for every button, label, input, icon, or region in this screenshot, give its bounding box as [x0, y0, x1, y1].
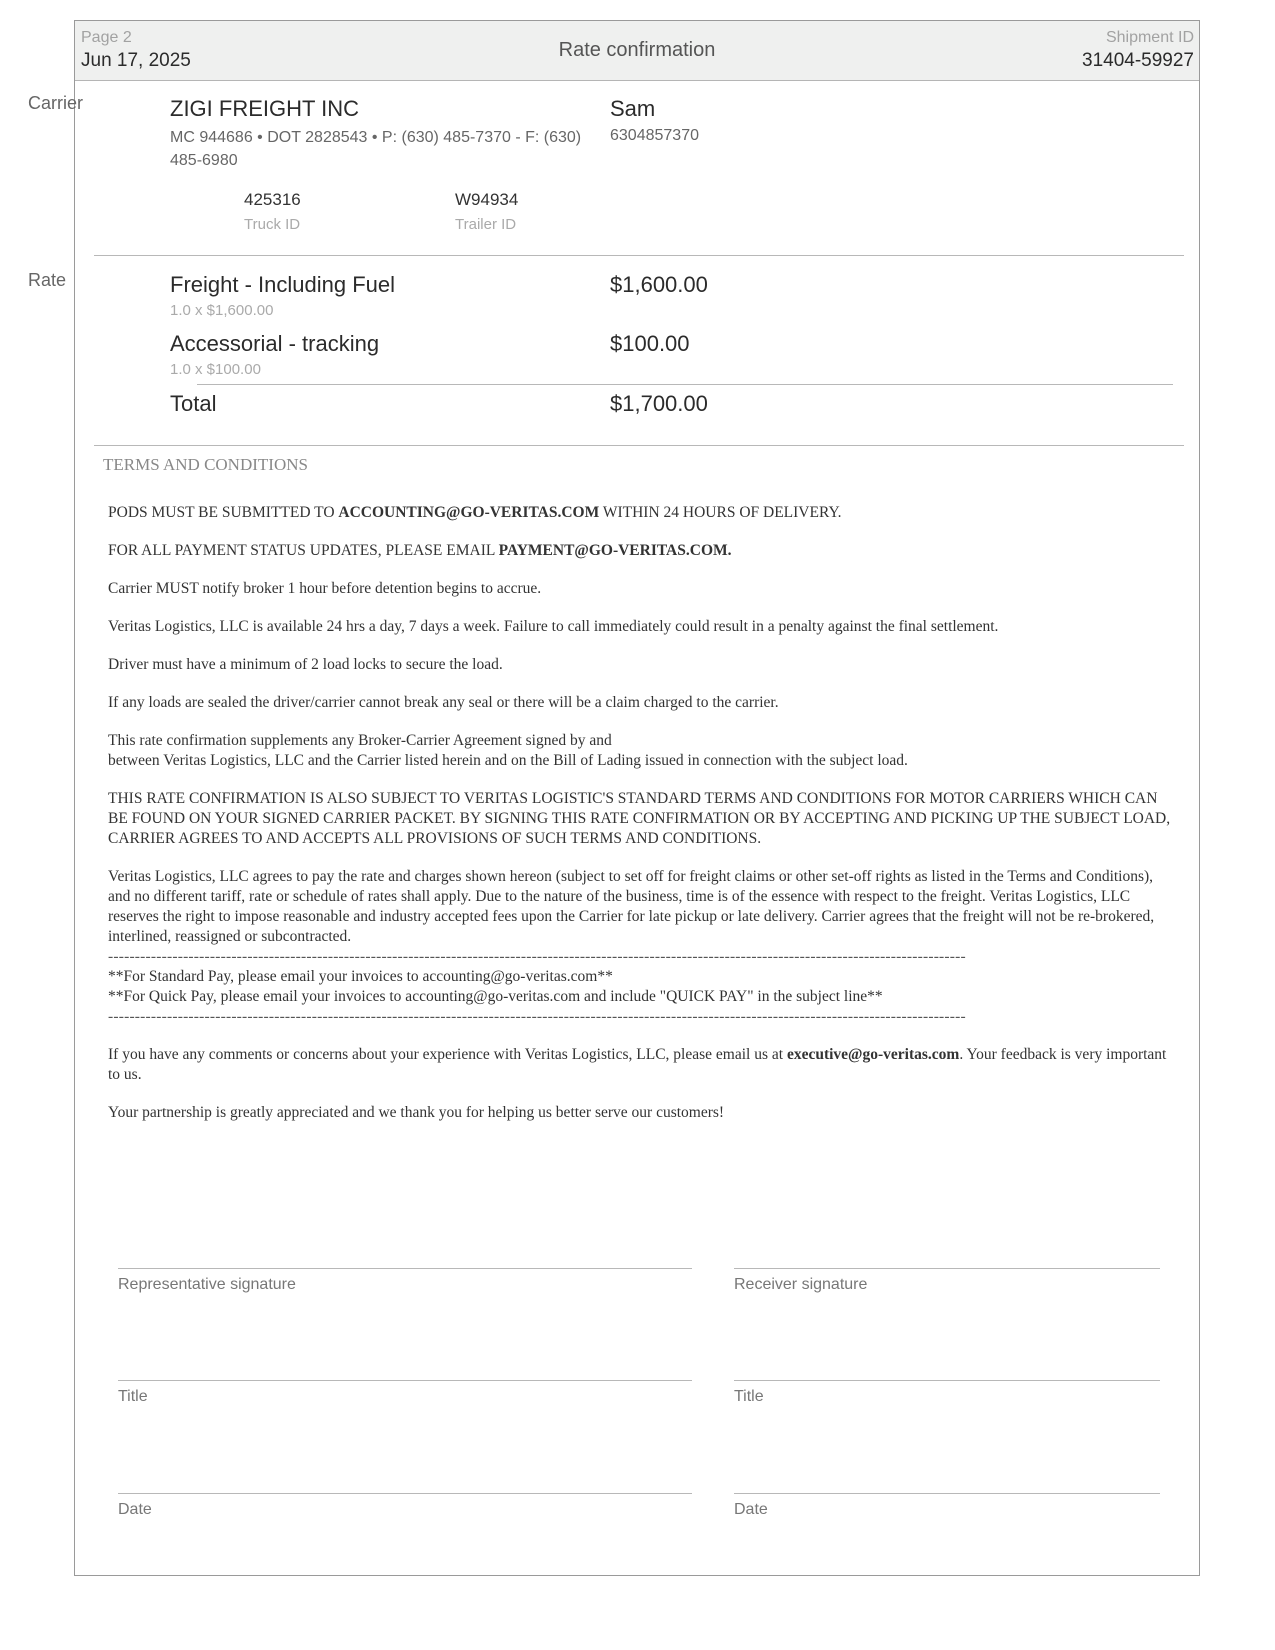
contact-name: Sam	[610, 96, 656, 121]
rate-item-amount: $100.00	[610, 331, 690, 356]
terms-paragraph: Veritas Logistics, LLC is available 24 hrs a day, 7 days a week. Failure to call immediately could result in a penalty against the final settlement.	[108, 618, 999, 635]
receiver-signature-line[interactable]	[734, 1268, 1160, 1269]
shipment-id: 31404-59927	[1082, 50, 1194, 71]
trailer-id-label: Trailer ID	[455, 216, 517, 233]
receiver-date-label: Date	[734, 1501, 768, 1518]
dashed-separator: ----------------------------------------------------------------------------------------------------------------------------------------------------------------	[108, 1008, 966, 1025]
terms-paragraph: Your partnership is greatly appreciated and we thank you for helping us better serve our customers!	[108, 1104, 725, 1121]
page-number: Page 2	[81, 29, 132, 46]
receiver-date-line[interactable]	[734, 1493, 1160, 1494]
carrier-name: ZIGI FREIGHT INC	[170, 96, 360, 121]
terms-paragraph	[108, 541, 1178, 561]
carrier-section-label: Carrier	[28, 93, 84, 113]
rate-item-description: Accessorial - tracking	[170, 331, 380, 356]
contact-phone: 6304857370	[610, 127, 699, 144]
representative-signature-line[interactable]	[118, 1268, 692, 1269]
representative-signature-label: Representative signature	[118, 1276, 296, 1293]
rate-item-amount: $1,600.00	[610, 272, 708, 297]
terms-text: between Veritas Logistics, LLC and the Carrier listed herein and on the Bill of Lading issued in connection with the subject load.	[108, 752, 908, 769]
terms-text: PODS MUST BE SUBMITTED TO	[108, 504, 339, 521]
terms-paragraph: Driver must have a minimum of 2 load locks to secure the load.	[108, 656, 503, 673]
standard-pay-note: **For Standard Pay, please email your invoices to accounting@go-veritas.com**	[108, 968, 613, 985]
receiver-title-label: Title	[734, 1388, 764, 1405]
terms-text: This rate confirmation supplements any Broker-Carrier Agreement signed by and	[108, 732, 612, 749]
truck-id: 425316	[244, 190, 301, 209]
representative-date-line[interactable]	[118, 1493, 692, 1494]
divider	[94, 445, 1184, 446]
terms-body	[108, 503, 1178, 1141]
terms-paragraph	[108, 731, 1178, 771]
total-amount: $1,700.00	[610, 391, 708, 416]
dashed-separator: ----------------------------------------------------------------------------------------------------------------------------------------------------------------	[108, 948, 966, 965]
quick-pay-note: **For Quick Pay, please email your invoices to accounting@go-veritas.com and include "QUICK PAY" in the subject line**	[108, 988, 883, 1005]
rate-item-detail: 1.0 x $1,600.00	[170, 302, 274, 319]
terms-text: FOR ALL PAYMENT STATUS UPDATES, PLEASE EMAIL	[108, 542, 499, 559]
representative-title-line[interactable]	[118, 1380, 692, 1381]
terms-text: WITHIN 24 HOURS OF DELIVERY.	[599, 504, 842, 521]
trailer-id: W94934	[455, 190, 519, 209]
terms-heading: TERMS AND CONDITIONS	[103, 455, 308, 474]
document-date: Jun 17, 2025	[81, 50, 191, 71]
receiver-title-line[interactable]	[734, 1380, 1160, 1381]
accounting-email: ACCOUNTING@GO-VERITAS.COM	[338, 504, 600, 521]
divider	[94, 255, 1184, 256]
terms-paragraph: Veritas Logistics, LLC agrees to pay the rate and charges shown hereon (subject to set off for freight claims or other set-off rights as listed in the Terms and Conditions), and no different tariff, rate or schedule of rates shall apply. Due to the nature of the business, time is of the essence with respect to the freight. Veritas Logistics, LLC reserves the right to impose reasonable and industry accepted fees upon the Carrier for late pickup or late delivery. Carrier agrees that the freight will not be re-brokered, interlined, reassigned or subcontracted.	[108, 868, 1155, 945]
rate-item-detail: 1.0 x $100.00	[170, 361, 261, 378]
truck-id-label: Truck ID	[244, 216, 301, 233]
representative-date-label: Date	[118, 1501, 152, 1518]
header-right	[1082, 28, 1194, 74]
representative-title-label: Title	[118, 1388, 148, 1405]
terms-paragraph: If any loads are sealed the driver/carrier cannot break any seal or there will be a claim charged to the carrier.	[108, 694, 779, 711]
total-divider	[197, 384, 1173, 385]
total-label: Total	[170, 391, 217, 416]
terms-paragraph	[108, 1045, 1178, 1085]
shipment-id-label: Shipment ID	[1105, 29, 1194, 46]
page-title: Rate confirmation	[558, 39, 716, 61]
executive-email: executive@go-veritas.com	[786, 1046, 960, 1063]
rate-section-label: Rate	[28, 270, 67, 290]
terms-text: If you have any comments or concerns about your experience with Veritas Logistics, LLC, please email us at	[108, 1046, 787, 1063]
terms-paragraph: Carrier MUST notify broker 1 hour before detention begins to accrue.	[108, 580, 542, 597]
rate-item-description: Freight - Including Fuel	[170, 272, 395, 297]
page-header	[75, 21, 1199, 81]
receiver-signature-label: Receiver signature	[734, 1276, 868, 1293]
terms-paragraph: THIS RATE CONFIRMATION IS ALSO SUBJECT TO VERITAS LOGISTIC'S STANDARD TERMS AND CONDITIONS FOR MOTOR CARRIERS WHICH CAN BE FOUND ON YOUR SIGNED CARRIER PACKET. BY SIGNING THIS RATE CONFIRMATION OR BY ACCEPTING AND PICKING UP THE SUBJECT LOAD, CARRIER AGREES TO AND ACCEPTS ALL PROVISIONS OF SUCH TERMS AND CONDITIONS.	[108, 790, 1171, 847]
carrier-meta: MC 944686 • DOT 2828543 • P: (630) 485-7370 - F: (630) 485-6980	[170, 129, 582, 169]
terms-paragraph	[108, 503, 1178, 523]
terms-text: . Your feedback is very important to us.	[108, 1046, 1167, 1083]
payment-email: PAYMENT@GO-VERITAS.COM.	[498, 542, 732, 559]
